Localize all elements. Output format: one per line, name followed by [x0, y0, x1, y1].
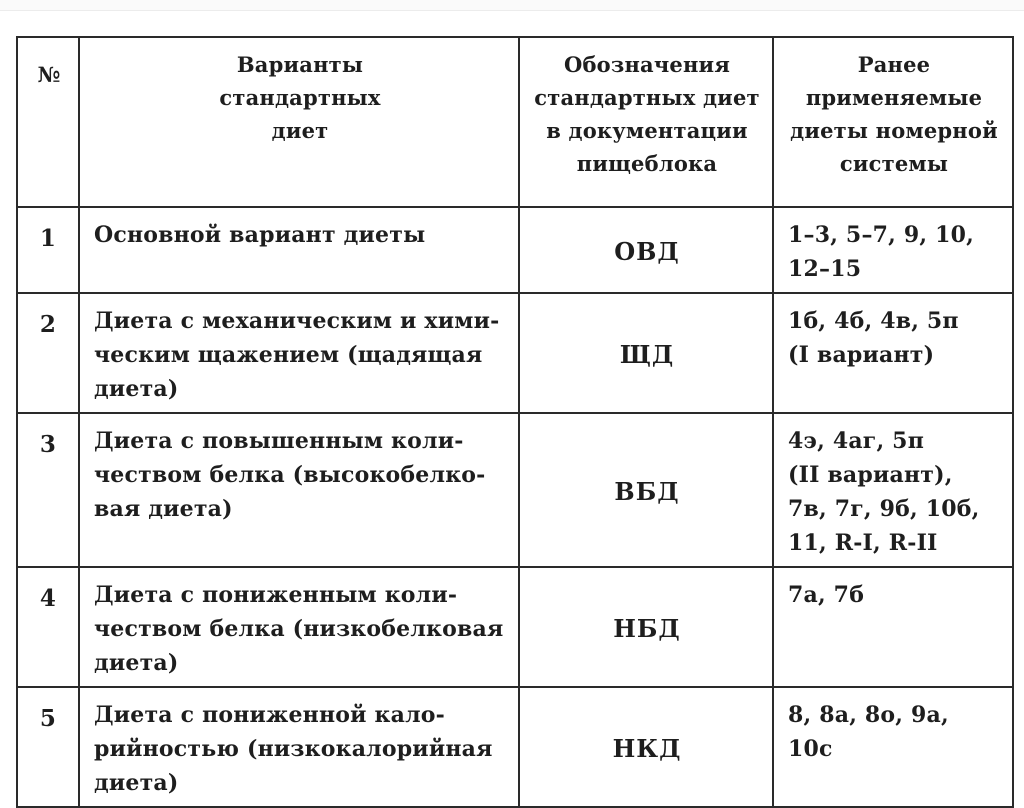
header-num-label: №: [37, 62, 61, 87]
row-variant-cell: [79, 567, 519, 687]
row-num-cell: [17, 687, 79, 807]
row-variant: Диета с пониженной кало- рийностью (низкокалорийная диета): [94, 702, 493, 796]
header-previous-label: Ранее применяемые диеты номерной системы: [790, 52, 998, 176]
row-code-cell: [519, 567, 773, 687]
table-header-row: [17, 37, 1013, 207]
row-previous-cell: [773, 567, 1013, 687]
header-previous: [773, 37, 1013, 207]
row-code-cell: [519, 293, 773, 413]
row-previous: 1–3, 5–7, 9, 10, 12–15: [788, 222, 974, 282]
row-code: НБД: [613, 614, 681, 643]
row-previous-cell: [773, 207, 1013, 293]
row-variant-cell: [79, 687, 519, 807]
row-previous: 7а, 7б: [788, 582, 865, 608]
header-num: [17, 37, 79, 207]
row-num: 3: [39, 431, 57, 458]
row-code: ВБД: [614, 477, 680, 506]
row-num-cell: [17, 207, 79, 293]
header-code-label: Обозначения стандартных диет в документации пищеблока: [534, 52, 760, 176]
header-variant-label: Варианты стандартных диет: [219, 52, 381, 143]
row-num-cell: [17, 293, 79, 413]
row-previous-cell: [773, 687, 1013, 807]
table-row: [17, 413, 1013, 567]
row-variant: Основной вариант диеты: [94, 222, 426, 248]
row-variant-cell: [79, 293, 519, 413]
row-num-cell: [17, 567, 79, 687]
row-variant: Диета с пониженным коли- чеством белка (низкобелковая диета): [94, 582, 504, 676]
row-code: ОВД: [614, 237, 680, 266]
row-variant: Диета с механическим и хими- ческим щажением (щадящая диета): [94, 308, 500, 402]
row-variant: Диета с повышенным коли- чеством белка (высокобелко- вая диета): [94, 428, 486, 522]
row-code: ЩД: [619, 340, 675, 369]
row-code-cell: [519, 413, 773, 567]
row-variant-cell: [79, 207, 519, 293]
row-num: 1: [39, 225, 57, 252]
row-num-cell: [17, 413, 79, 567]
row-previous: 8, 8а, 8о, 9а, 10с: [788, 702, 949, 762]
table-row: [17, 567, 1013, 687]
row-variant-cell: [79, 413, 519, 567]
table-row: [17, 207, 1013, 293]
row-num: 2: [39, 311, 57, 338]
row-code-cell: [519, 207, 773, 293]
row-num: 4: [39, 585, 57, 612]
row-code: НКД: [612, 734, 682, 763]
row-code-cell: [519, 687, 773, 807]
row-previous: 4э, 4аг, 5п (II вариант), 7в, 7г, 9б, 10б, 11, R-I, R-II: [788, 428, 980, 556]
document-page: [8, 14, 1010, 796]
table-row: [17, 293, 1013, 413]
row-previous-cell: [773, 293, 1013, 413]
top-strip: [0, 0, 1024, 11]
header-variant: [79, 37, 519, 207]
row-previous: 1б, 4б, 4в, 5п (I вариант): [788, 308, 959, 368]
header-code: [519, 37, 773, 207]
diet-table: [16, 36, 1014, 808]
row-previous-cell: [773, 413, 1013, 567]
row-num: 5: [39, 705, 57, 732]
table-row: [17, 687, 1013, 807]
